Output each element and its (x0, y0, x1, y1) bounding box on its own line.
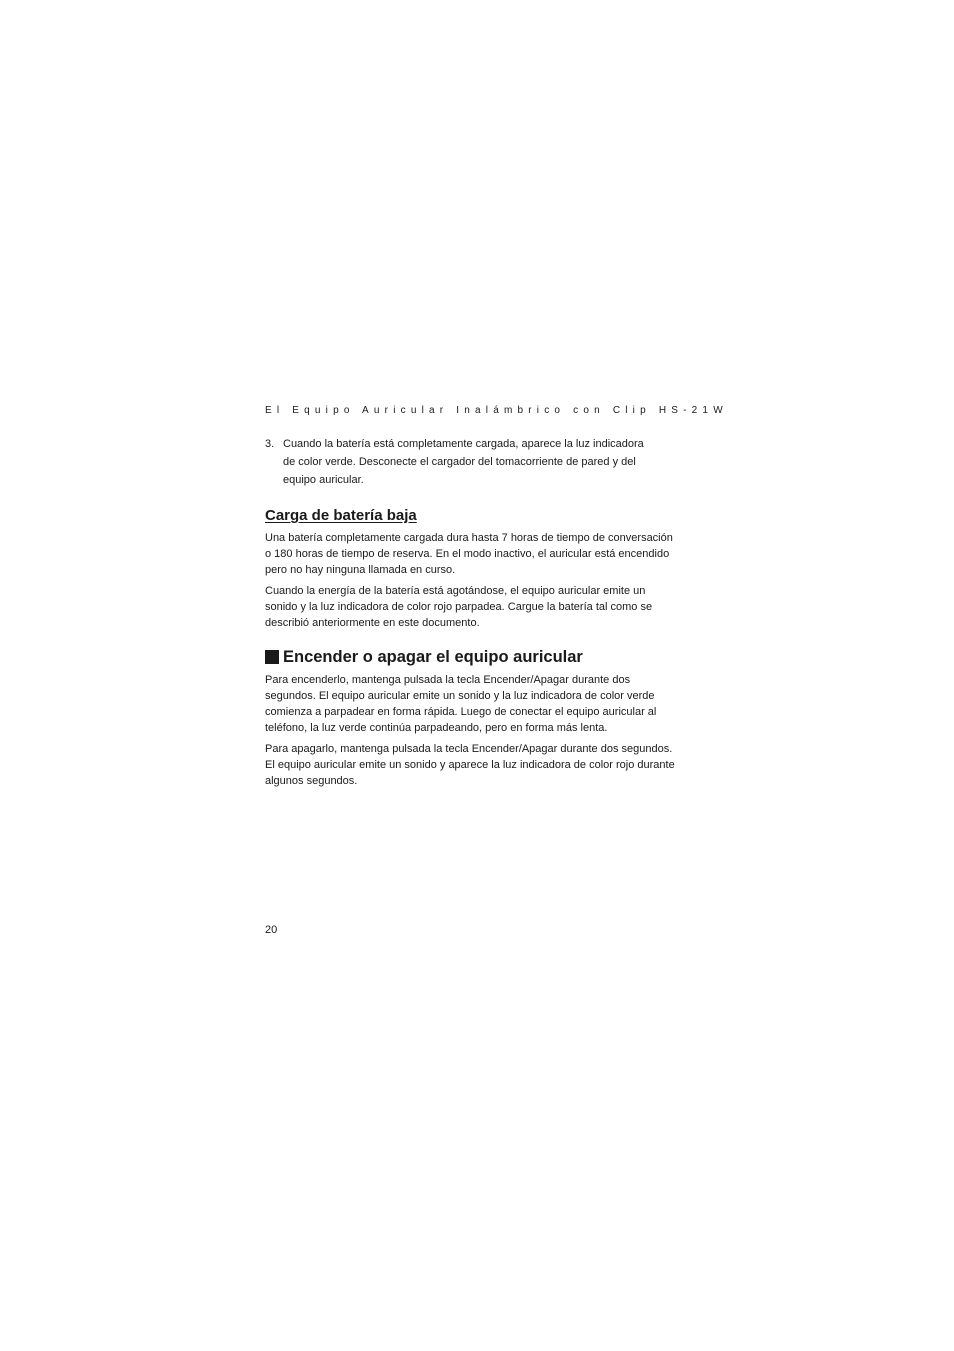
section-paragraph: Cuando la energía de la batería está agotándose, el equipo auricular emite un sonido y la luz indicadora de color rojo parpadea. Cargue la batería tal como se describió anteriormente en este documento. (265, 585, 653, 629)
list-item-number: 3. (265, 438, 275, 450)
list-item-text: Cuando la batería está completamente cargada, aparece la luz indicadora de color verde. Desconecte el cargador del tomacorriente de pared y del equipo auricular. (283, 438, 644, 486)
section-paragraph: Una batería completamente cargada dura hasta 7 horas de tiempo de conversación o 180 horas de tiempo de reserva. En el modo inactivo, el auricular está encendido pero no hay ninguna llamada en curso. (265, 532, 673, 576)
chapter-paragraph: Para encenderlo, mantenga pulsada la tecla Encender/Apagar durante dos segundos. El equipo auricular emite un sonido y la luz indicadora de color verde comienza a parpadear en forma rápida. Luego de conectar el equipo auricular al teléfono, la luz verde continúa parpadeando, pero en forma más lenta. (265, 674, 657, 734)
page-number: 20 (265, 924, 278, 936)
chapter-heading-text: Encender o apagar el equipo auricular (283, 648, 583, 666)
chapter-paragraph: Para apagarlo, mantenga pulsada la tecla Encender/Apagar durante dos segundos. El equipo auricular emite un sonido y aparece la luz indicadora de color rojo durante algunos segundos. (265, 743, 675, 787)
chapter-heading (265, 646, 685, 668)
section-heading: Carga de batería baja (265, 507, 417, 524)
black-square-icon (265, 650, 279, 664)
list-item (265, 435, 685, 489)
page-content (265, 404, 728, 794)
running-header: El Equipo Auricular Inalámbrico con Clip HS-21W (265, 405, 728, 416)
